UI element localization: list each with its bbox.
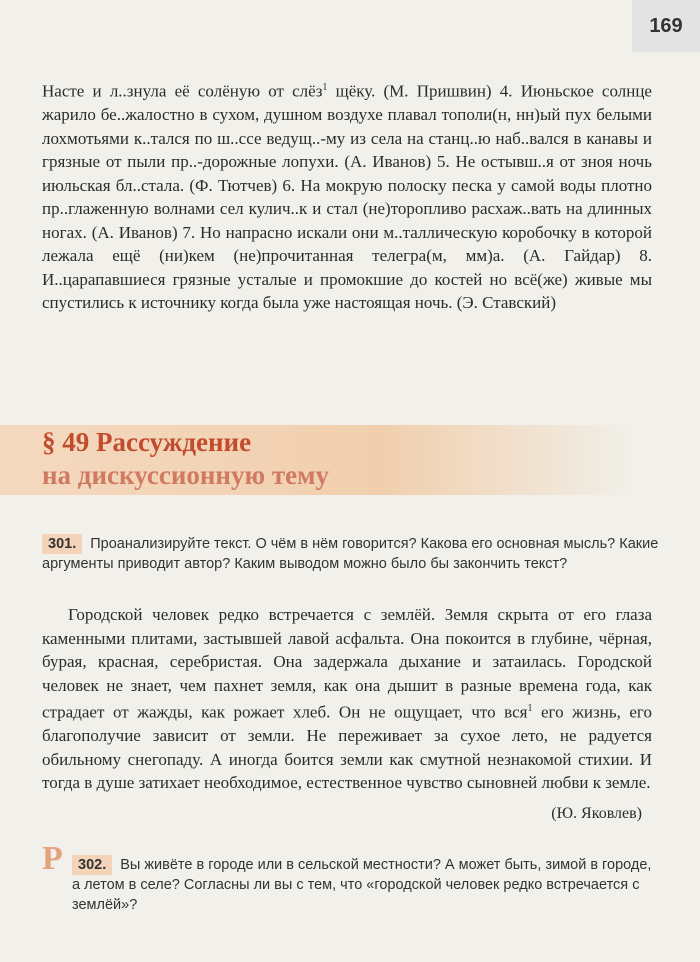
section-heading	[0, 425, 640, 495]
task-number: 302.	[72, 855, 112, 875]
quote-paragraph	[42, 603, 652, 795]
quote-part1: Городской человек редко встречается с землёй. Земля скрыта от его глаза каменными плитами, застывшей лавой асфальта. Она покоится в глубине, чёрная, бурая, красная, серебристая. Она задержала дыхание и затаилась. Городской человек не знает, чем пахнет земля, как она дышит в разные времена года, как страдает от жажды, как рожает хлеб. Он не ощущает, что вся	[42, 605, 652, 722]
task-text: Вы живёте в городе или в сельской местности? А может быть, зимой в городе, а летом в селе? Согласны ли вы с тем, что «городской человек редко встречается с землёй»?	[72, 857, 652, 913]
task-301	[42, 534, 662, 574]
section-title-line2: на дискуссионную тему	[42, 460, 330, 490]
exercise-text-part1: Насте и л..знула её солёную от слёз	[42, 81, 323, 101]
footnote-mark: 1	[322, 82, 328, 93]
task-302-body	[42, 855, 662, 915]
quote-text	[42, 603, 652, 795]
exercise-text-part2: щёку. (М. Пришвин) 4. Июньское солнце жарило бе..жалостно в сухом, душном воздухе плавал тополи(н, нн)ый пух белыми лохмотьями к..тался по ш..ссе ведущ..-му из села на станц..ю наб..вался в канавы и грязные от пыли пр..-дорожные лопухи. (А. Иванов) 5. Не остывш..я от зноя ночь июльская бл..стала. (Ф. Тютчев) 6. На мокрую полоску песка у самой воды плотно пр..глаженную волнами сел кулич..к и стал (не)торопливо расхаж..вать на длинных ногах. (А. Иванов) 7. Но напрасно искали они м..таллическую коробочку в которой лежала ещё (ни)кем (не)прочитанная телегра(м, мм)а. (А. Гайдар) 8. И..царапавшиеся грязные усталые и промокшие до костей но всё(же) живые мы спустились к источнику когда была уже настоящая ночь. (Э. Ставский)	[42, 81, 652, 313]
quote-source: (Ю. Яковлев)	[551, 805, 642, 822]
task-302	[42, 840, 662, 915]
quote-part2: его жизнь, его благополучие зависит от земли. Не переживает за сухое лето, не радуется обильному снегопаду. А иногда боится земли как смутной незнакомой стихии. И тогда в душе затихает необходимое, естественное чувство сыновней любви к земле.	[42, 702, 652, 793]
speech-development-marker: Р	[42, 840, 63, 877]
page-number-label: 169	[649, 14, 683, 37]
section-title-line1: § 49 Рассуждение	[42, 427, 252, 457]
task-text: Проанализируйте текст. О чём в нём говорится? Какова его основная мысль? Какие аргументы приводит автор? Каким выводом можно было бы закончить текст?	[42, 536, 659, 572]
page-number	[632, 0, 700, 52]
task-number: 301.	[42, 534, 82, 554]
exercise-text	[42, 76, 652, 315]
footnote-mark: 1	[527, 703, 533, 714]
